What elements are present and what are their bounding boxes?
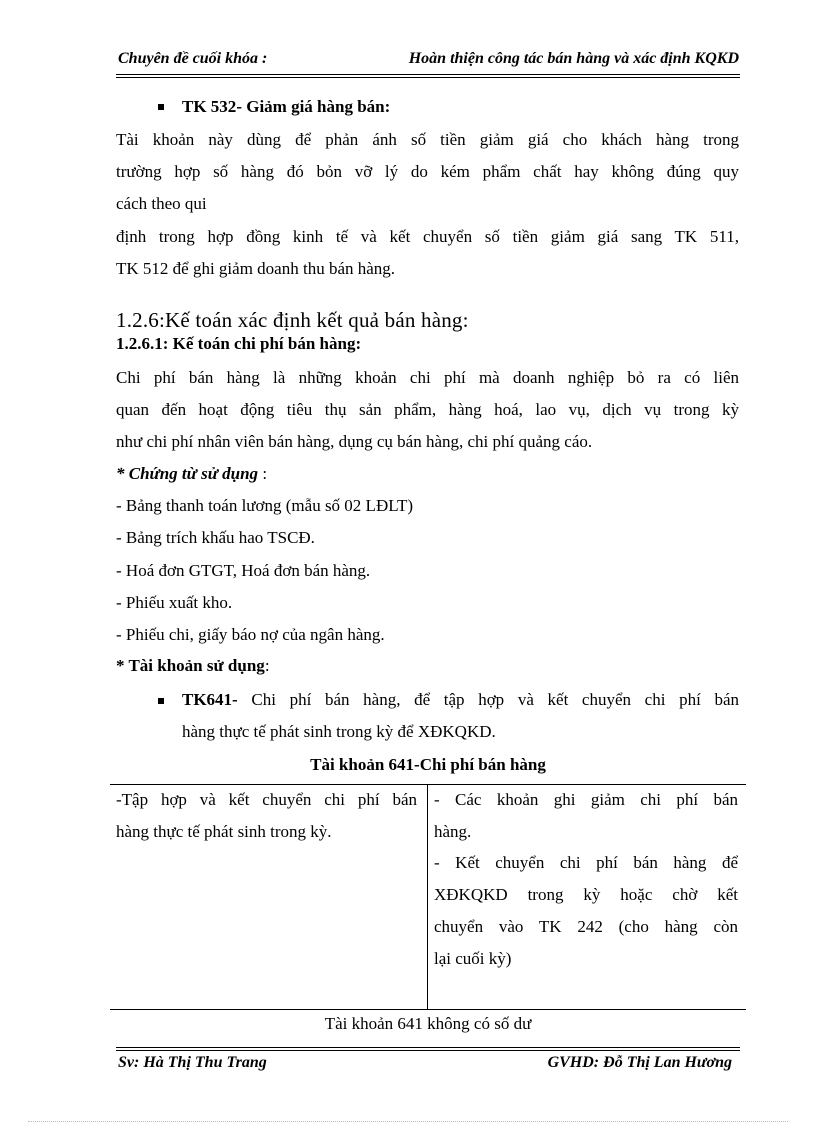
page-header bbox=[116, 48, 739, 72]
credit-line-3: - Kết chuyển chi phí bán hàng để bbox=[434, 853, 738, 872]
credit-line-2: hàng. bbox=[434, 822, 472, 841]
footer-advisor: GVHD: Đỗ Thị Lan Hương bbox=[547, 1054, 732, 1071]
section-heading: 1.2.6:Kế toán xác định kết quả bán hàng: bbox=[116, 308, 469, 332]
tk532-title: - Giảm giá hàng bán: bbox=[236, 97, 391, 116]
tk532-line-5: TK 512 để ghi giảm doanh thu bán hàng. bbox=[116, 259, 396, 278]
footer-rule-1 bbox=[116, 1047, 740, 1048]
header-rule-1 bbox=[116, 74, 740, 75]
subsection-heading bbox=[116, 334, 361, 354]
debit-line-1: -Tập hợp và kết chuyển chi phí bán bbox=[116, 790, 417, 809]
header-rule-2 bbox=[116, 77, 740, 78]
page-footer bbox=[116, 1054, 736, 1078]
tk532-heading bbox=[182, 97, 390, 117]
tk532-line-2: trường hợp số hàng đó bỏn vỡ lý do kém phẩm chất hay không đúng quy bbox=[116, 162, 739, 181]
header-left: Chuyên đề cuối khóa : bbox=[118, 50, 268, 67]
tk641-line-2: hàng thực tế phát sinh trong kỳ để XĐKQKD. bbox=[182, 722, 496, 741]
docs-colon: : bbox=[258, 464, 268, 483]
account-colon: : bbox=[264, 656, 270, 675]
doc-item-4: - Phiếu xuất kho. bbox=[116, 593, 233, 612]
credit-line-6: lại cuối kỳ) bbox=[434, 949, 512, 968]
subsection-title: : Kế toán chi phí bán hàng: bbox=[162, 334, 362, 353]
page-bottom-edge bbox=[28, 1121, 788, 1122]
doc-item-1: - Bảng thanh toán lương (mẫu số 02 LĐLT) bbox=[116, 496, 414, 515]
doc-item-2: - Bảng trích khấu hao TSCĐ. bbox=[116, 528, 315, 547]
tk641-code: TK641- bbox=[182, 690, 238, 709]
credit-line-1: - Các khoản ghi giảm chi phí bán bbox=[434, 790, 738, 809]
subsection-number: 1.2.6.1 bbox=[116, 334, 163, 353]
tk532-line-4: định trong hợp đồng kinh tế và kết chuyển số tiền giảm giá sang TK 511, bbox=[116, 227, 739, 246]
tk532-code: TK 532 bbox=[182, 97, 237, 116]
square-bullet-icon bbox=[158, 698, 164, 704]
table-divider bbox=[427, 784, 428, 1010]
tk532-line-1: Tài khoản này dùng để phản ánh số tiền giảm giá cho khách hàng trong bbox=[116, 130, 739, 149]
table-bottom-rule bbox=[110, 1009, 746, 1010]
tk641-line-1 bbox=[182, 690, 739, 710]
credit-line-5: chuyển vào TK 242 (cho hàng còn bbox=[434, 917, 738, 936]
debit-line-2: hàng thực tế phát sinh trong kỳ. bbox=[116, 822, 332, 841]
table-top-rule bbox=[110, 784, 746, 785]
table-title: Tài khoản 641-Chi phí bán hàng bbox=[310, 755, 546, 774]
para-line-2: quan đến hoạt động tiêu thụ sản phẩm, hàng hoá, lao vụ, dịch vụ trong kỳ bbox=[116, 400, 739, 419]
square-bullet-icon bbox=[158, 104, 164, 110]
doc-item-3: - Hoá đơn GTGT, Hoá đơn bán hàng. bbox=[116, 561, 371, 580]
doc-item-5: - Phiếu chi, giấy báo nợ của ngân hàng. bbox=[116, 625, 385, 644]
account-heading bbox=[116, 656, 270, 676]
docs-heading bbox=[116, 464, 267, 484]
footer-student: Sv: Hà Thị Thu Trang bbox=[118, 1054, 267, 1071]
para-line-3: như chi phí nhân viên bán hàng, dụng cụ bán hàng, chi phí quảng cáo. bbox=[116, 432, 593, 451]
footer-rule-2 bbox=[116, 1050, 740, 1051]
account-label: * Tài khoản sử dụng bbox=[116, 656, 265, 675]
header-right: Hoàn thiện công tác bán hàng và xác định KQKD bbox=[408, 50, 739, 67]
balance-note: Tài khoản 641 không có số dư bbox=[324, 1014, 532, 1033]
docs-label: * Chứng từ sử dụng bbox=[116, 464, 259, 483]
para-line-1: Chi phí bán hàng là những khoản chi phí mà doanh nghiệp bỏ ra có liên bbox=[116, 368, 739, 387]
tk532-line-3: cách theo qui bbox=[116, 194, 207, 213]
tk641-desc: Chi phí bán hàng, để tập hợp và kết chuyển chi phí bán bbox=[237, 690, 739, 709]
credit-line-4: XĐKQKD trong kỳ hoặc chờ kết bbox=[434, 885, 738, 904]
